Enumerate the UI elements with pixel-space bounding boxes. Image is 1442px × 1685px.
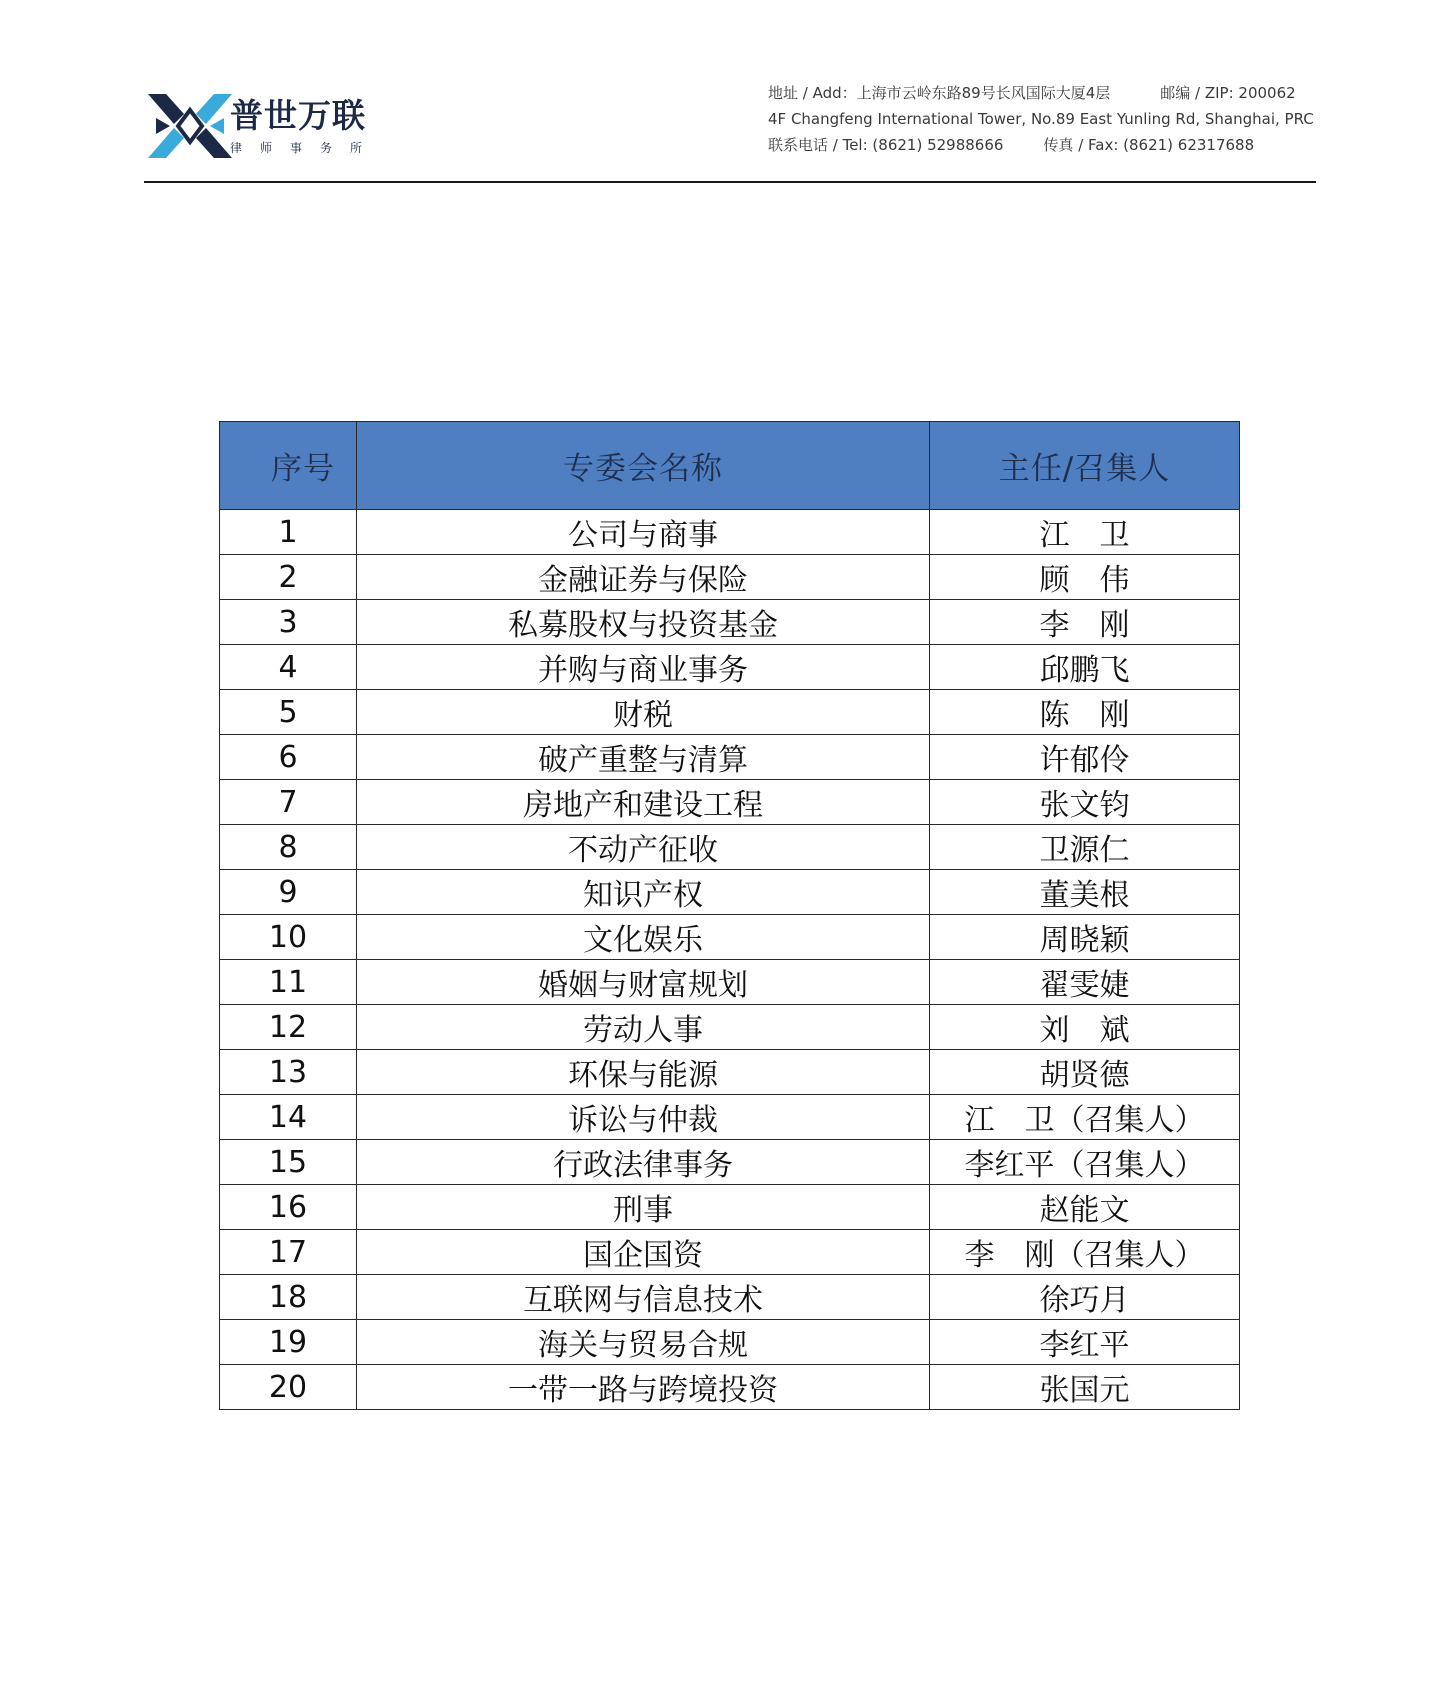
table-row bbox=[220, 735, 1240, 780]
committee-director: 邱鹏飞 bbox=[930, 645, 1240, 690]
committee-director: 张国元 bbox=[930, 1365, 1240, 1410]
committee-name: 婚姻与财富规划 bbox=[357, 960, 930, 1005]
committee-director: 周晓颖 bbox=[930, 915, 1240, 960]
committee-director: 江 卫 bbox=[930, 510, 1240, 555]
committee-name: 破产重整与清算 bbox=[357, 735, 930, 780]
table-row bbox=[220, 1185, 1240, 1230]
committee-name: 刑事 bbox=[357, 1185, 930, 1230]
table-row bbox=[220, 690, 1240, 735]
table-row bbox=[220, 825, 1240, 870]
committee-director: 许郁伶 bbox=[930, 735, 1240, 780]
row-index: 1 bbox=[220, 510, 357, 555]
committee-director: 张文钧 bbox=[930, 780, 1240, 825]
committee-name: 金融证券与保险 bbox=[357, 555, 930, 600]
committee-director: 顾 伟 bbox=[930, 555, 1240, 600]
committee-name: 互联网与信息技术 bbox=[357, 1275, 930, 1320]
table-row bbox=[220, 1140, 1240, 1185]
committee-name: 房地产和建设工程 bbox=[357, 780, 930, 825]
table-row bbox=[220, 1050, 1240, 1095]
row-index: 10 bbox=[220, 915, 357, 960]
committee-director: 江 卫（召集人） bbox=[930, 1095, 1240, 1140]
committee-name: 国企国资 bbox=[357, 1230, 930, 1275]
header-index: 序号 bbox=[220, 422, 357, 510]
committee-name: 并购与商业事务 bbox=[357, 645, 930, 690]
row-index: 18 bbox=[220, 1275, 357, 1320]
table-row bbox=[220, 870, 1240, 915]
committee-name: 一带一路与跨境投资 bbox=[357, 1365, 930, 1410]
committee-name: 劳动人事 bbox=[357, 1005, 930, 1050]
logo-wordmark bbox=[230, 96, 380, 158]
table-row bbox=[220, 600, 1240, 645]
firm-subtitle: 律师事务所 bbox=[230, 141, 381, 155]
table-row bbox=[220, 1320, 1240, 1365]
row-index: 12 bbox=[220, 1005, 357, 1050]
row-index: 6 bbox=[220, 735, 357, 780]
row-index: 7 bbox=[220, 780, 357, 825]
table-row bbox=[220, 915, 1240, 960]
committee-director: 李红平（召集人） bbox=[930, 1140, 1240, 1185]
committee-director: 胡贤德 bbox=[930, 1050, 1240, 1095]
address-cn: 地址 / Add：上海市云岭东路89号长风国际大厦4层 bbox=[768, 84, 1111, 102]
committee-name: 海关与贸易合规 bbox=[357, 1320, 930, 1365]
row-index: 8 bbox=[220, 825, 357, 870]
committee-director: 赵能文 bbox=[930, 1185, 1240, 1230]
table-row bbox=[220, 1365, 1240, 1410]
table-body bbox=[220, 510, 1240, 1410]
header-director: 主任/召集人 bbox=[930, 422, 1240, 510]
address-en: 4F Changfeng International Tower, No.89 East Yunling Rd, Shanghai, PRC bbox=[768, 110, 1314, 128]
row-index: 20 bbox=[220, 1365, 357, 1410]
row-index: 11 bbox=[220, 960, 357, 1005]
committee-director: 董美根 bbox=[930, 870, 1240, 915]
table-row bbox=[220, 1275, 1240, 1320]
row-index: 19 bbox=[220, 1320, 357, 1365]
committee-name: 行政法律事务 bbox=[357, 1140, 930, 1185]
header-divider bbox=[144, 181, 1316, 183]
table-row bbox=[220, 1230, 1240, 1275]
row-index: 3 bbox=[220, 600, 357, 645]
row-index: 14 bbox=[220, 1095, 357, 1140]
committee-director: 刘 斌 bbox=[930, 1005, 1240, 1050]
committee-director: 翟雯婕 bbox=[930, 960, 1240, 1005]
contact-block bbox=[768, 80, 1328, 158]
row-index: 17 bbox=[220, 1230, 357, 1275]
table-row bbox=[220, 510, 1240, 555]
table-row bbox=[220, 960, 1240, 1005]
committee-name: 财税 bbox=[357, 690, 930, 735]
committee-table bbox=[219, 421, 1240, 1410]
table-header-row bbox=[220, 422, 1240, 510]
committee-name: 知识产权 bbox=[357, 870, 930, 915]
table-row bbox=[220, 645, 1240, 690]
committee-name: 环保与能源 bbox=[357, 1050, 930, 1095]
row-index: 4 bbox=[220, 645, 357, 690]
row-index: 2 bbox=[220, 555, 357, 600]
table-row bbox=[220, 1095, 1240, 1140]
telephone: 联系电话 / Tel: (8621) 52988666 bbox=[768, 136, 1004, 154]
committee-director: 卫源仁 bbox=[930, 825, 1240, 870]
fax: 传真 / Fax: (8621) 62317688 bbox=[1043, 136, 1255, 154]
committee-name: 私募股权与投资基金 bbox=[357, 600, 930, 645]
committee-name: 公司与商事 bbox=[357, 510, 930, 555]
table-row bbox=[220, 1005, 1240, 1050]
row-index: 15 bbox=[220, 1140, 357, 1185]
zip-code: 邮编 / ZIP: 200062 bbox=[1160, 84, 1296, 102]
committee-director: 陈 刚 bbox=[930, 690, 1240, 735]
table-row bbox=[220, 555, 1240, 600]
committee-name: 文化娱乐 bbox=[357, 915, 930, 960]
committee-name: 诉讼与仲裁 bbox=[357, 1095, 930, 1140]
table-row bbox=[220, 780, 1240, 825]
row-index: 5 bbox=[220, 690, 357, 735]
committee-name: 不动产征收 bbox=[357, 825, 930, 870]
committee-director: 李红平 bbox=[930, 1320, 1240, 1365]
committee-director: 李 刚 bbox=[930, 600, 1240, 645]
committee-director: 徐巧月 bbox=[930, 1275, 1240, 1320]
committee-director: 李 刚（召集人） bbox=[930, 1230, 1240, 1275]
firm-logo-icon bbox=[144, 88, 236, 164]
row-index: 16 bbox=[220, 1185, 357, 1230]
row-index: 13 bbox=[220, 1050, 357, 1095]
row-index: 9 bbox=[220, 870, 357, 915]
header-committee-name: 专委会名称 bbox=[357, 422, 930, 510]
firm-name: 普世万联 bbox=[230, 96, 366, 135]
